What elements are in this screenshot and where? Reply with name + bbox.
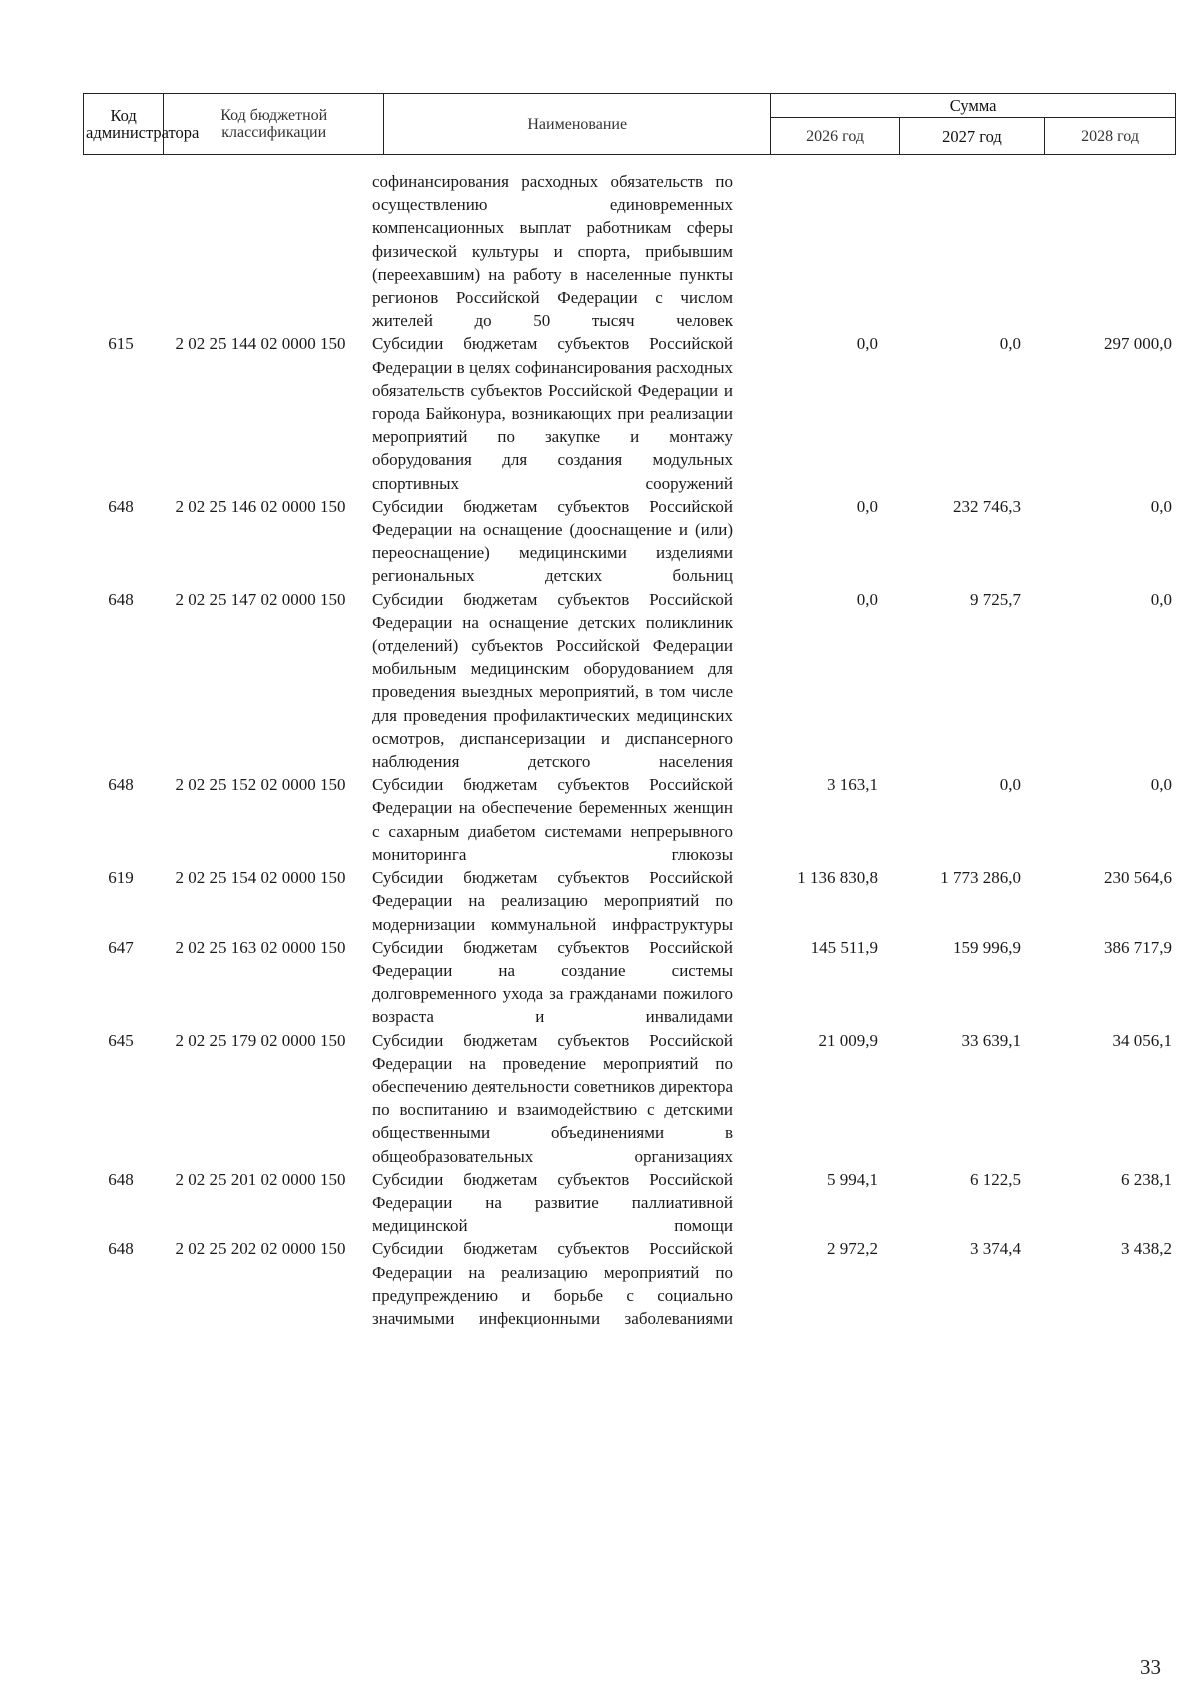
name-cell: софинансирования расходных обязательств по осуществлению единовременных компенсационных выплат работникам сферы физической культуры и спорта, прибывшим (переехавшим) на работу в населенные пункты регионов Российской Федерации с числом жителей до 50 тысяч человек xyxy=(372,172,733,331)
amount-2027-cell: 232 746,3 xyxy=(953,496,1021,516)
header-kbk-code: Код бюджетной классификации xyxy=(164,94,384,155)
table-header xyxy=(83,93,1176,155)
amount-2028-cell: 230 564,6 xyxy=(1104,868,1172,888)
table-row xyxy=(83,1168,1176,1238)
amount-2026-cell: 145 511,9 xyxy=(810,937,878,957)
amount-2028-cell: 386 717,9 xyxy=(1104,937,1172,957)
admin-code-cell: 647 xyxy=(108,937,134,957)
header-sum: Сумма xyxy=(771,94,1176,118)
table-row xyxy=(83,332,1176,494)
name-cell: Субсидии бюджетам субъектов Российской Федерации на реализацию мероприятий по модернизации коммунальной инфраструктуры xyxy=(372,868,733,934)
table-body xyxy=(83,170,1176,1330)
kbk-code-cell: 2 02 25 147 02 0000 150 xyxy=(175,589,346,609)
name-cell: Субсидии бюджетам субъектов Российской Федерации на развитие паллиативной медицинской помощи xyxy=(372,1169,733,1236)
admin-code-cell: 619 xyxy=(108,868,134,888)
amount-2027-cell: 33 639,1 xyxy=(961,1030,1021,1050)
name-cell: Субсидии бюджетам субъектов Российской Федерации на реализацию мероприятий по предупреждению и борьбе с социально значимыми инфекционными заболеваниями xyxy=(372,1239,733,1328)
amount-2026-cell: 0,0 xyxy=(856,589,878,609)
amount-2026-cell: 0,0 xyxy=(856,334,878,354)
amount-2027-cell: 3 374,4 xyxy=(970,1239,1021,1259)
name-cell: Субсидии бюджетам субъектов Российской Федерации на оснащение (дооснащение и (или) переоснащение) медицинскими изделиями региональных детских больниц xyxy=(372,496,733,586)
amount-2026-cell: 5 994,1 xyxy=(827,1169,878,1189)
amount-2027-cell: 159 996,9 xyxy=(953,937,1021,957)
amount-2026-cell: 21 009,9 xyxy=(818,1030,878,1050)
amount-2026-cell: 3 163,1 xyxy=(827,775,878,795)
kbk-code-cell: 2 02 25 179 02 0000 150 xyxy=(175,1030,346,1050)
kbk-code-cell: 2 02 25 163 02 0000 150 xyxy=(175,937,346,957)
name-cell: Субсидии бюджетам субъектов Российской Федерации на проведение мероприятий по обеспечению деятельности советников директора по воспитанию и взаимодействию с детскими общественными объединениями в общеобразовательных организациях xyxy=(372,1030,733,1166)
admin-code-cell: 648 xyxy=(108,496,134,516)
amount-2027-cell: 9 725,7 xyxy=(970,589,1021,609)
name-cell: Субсидии бюджетам субъектов Российской Федерации на обеспечение беременных женщин с сахарным диабетом системами непрерывного мониторинга глюкозы xyxy=(372,775,733,864)
header-name: Наименование xyxy=(384,94,771,155)
kbk-code-cell: 2 02 25 201 02 0000 150 xyxy=(175,1169,346,1189)
table-row xyxy=(83,1029,1176,1168)
amount-2026-cell: 0,0 xyxy=(856,496,878,516)
amount-2027-cell: 1 773 286,0 xyxy=(940,868,1021,888)
amount-2026-cell: 1 136 830,8 xyxy=(797,868,878,888)
amount-2028-cell: 34 056,1 xyxy=(1112,1030,1172,1050)
table-row xyxy=(83,495,1176,588)
header-year-2027: 2027 год xyxy=(899,118,1044,155)
table-row xyxy=(83,1237,1176,1330)
kbk-code-cell: 2 02 25 146 02 0000 150 xyxy=(175,496,346,516)
header-admin-code: Код администратора xyxy=(84,94,164,155)
amount-2027-cell: 6 122,5 xyxy=(970,1169,1021,1189)
header-year-2028: 2028 год xyxy=(1045,118,1176,155)
admin-code-cell: 615 xyxy=(108,334,134,354)
kbk-code-cell: 2 02 25 144 02 0000 150 xyxy=(175,334,346,354)
header-year-2026: 2026 год xyxy=(771,118,900,155)
name-cell: Субсидии бюджетам субъектов Российской Федерации на создание системы долговременного ухода за гражданами пожилого возраста и инвалидами xyxy=(372,937,733,1027)
table-row xyxy=(83,936,1176,1029)
page-number: 33 xyxy=(1140,1655,1161,1679)
name-cell: Субсидии бюджетам субъектов Российской Федерации на оснащение детских поликлиник (отделений) субъектов Российской Федерации мобильным медицинским оборудованием для проведения выездных мероприятий, в том числе для проведения профилактических медицинских осмотров, диспансеризации и диспансерного наблюдения детского населения xyxy=(372,589,733,772)
admin-code-cell: 645 xyxy=(108,1030,134,1050)
amount-2027-cell: 0,0 xyxy=(999,334,1021,354)
amount-2027-cell: 0,0 xyxy=(999,775,1021,795)
kbk-code-cell: 2 02 25 202 02 0000 150 xyxy=(175,1239,346,1259)
table-row xyxy=(83,773,1176,866)
amount-2028-cell: 3 438,2 xyxy=(1121,1239,1172,1259)
amount-2028-cell: 0,0 xyxy=(1150,496,1172,516)
admin-code-cell: 648 xyxy=(108,589,134,609)
kbk-code-cell: 2 02 25 154 02 0000 150 xyxy=(175,868,346,888)
amount-2028-cell: 0,0 xyxy=(1150,775,1172,795)
amount-2028-cell: 0,0 xyxy=(1150,589,1172,609)
table-row xyxy=(83,170,1176,332)
admin-code-cell: 648 xyxy=(108,1239,134,1259)
amount-2026-cell: 2 972,2 xyxy=(827,1239,878,1259)
admin-code-cell: 648 xyxy=(108,1169,134,1189)
admin-code-cell: 648 xyxy=(108,775,134,795)
table-row xyxy=(83,588,1176,774)
amount-2028-cell: 6 238,1 xyxy=(1121,1169,1172,1189)
kbk-code-cell: 2 02 25 152 02 0000 150 xyxy=(175,775,346,795)
name-cell: Субсидии бюджетам субъектов Российской Федерации в целях софинансирования расходных обязательств субъектов Российской Федерации и города Байконура, возникающих при реализации мероприятий по закупке и монтажу оборудования для создания модульных спортивных сооружений xyxy=(372,334,733,493)
table-row xyxy=(83,866,1176,936)
amount-2028-cell: 297 000,0 xyxy=(1104,334,1172,354)
